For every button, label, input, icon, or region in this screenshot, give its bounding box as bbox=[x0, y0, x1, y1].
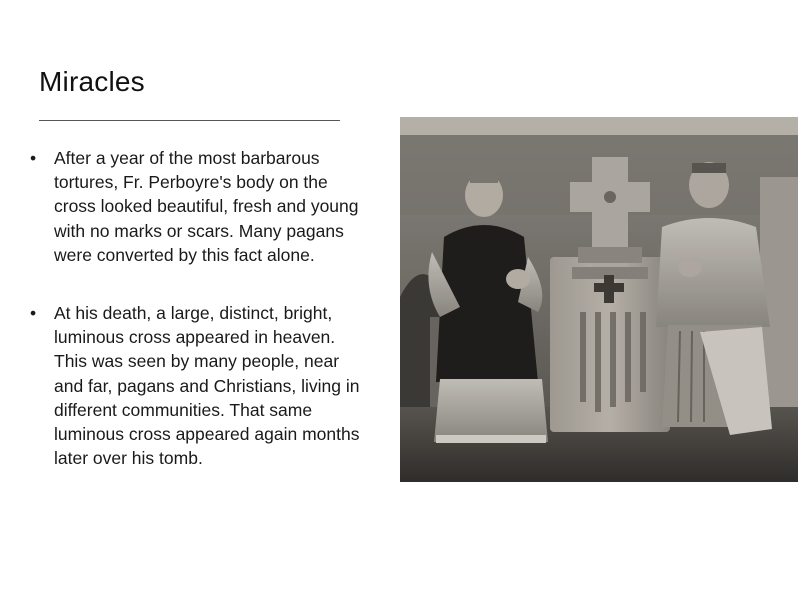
bullet-text: At his death, a large, distinct, bright, luminous cross appeared in heaven. This was seen by many people, near and far, pagans and Christians, living in different communities. That same luminous cross appeared again months later over his tomb. bbox=[54, 303, 360, 469]
title-underline bbox=[39, 120, 340, 121]
bullet-list bbox=[30, 146, 360, 470]
bullet-item bbox=[30, 301, 360, 470]
bullet-marker: • bbox=[30, 148, 37, 168]
bullet-marker: • bbox=[30, 303, 37, 324]
slide-title: Miracles bbox=[39, 66, 145, 97]
bullet-text: After a year of the most barbarous tortures, Fr. Perboyre's body on the cross looked beautiful, fresh and young with no marks or scars. Many pagans were converted by this fact alone. bbox=[54, 148, 359, 265]
bullet-item bbox=[30, 146, 360, 267]
photo-kneeling-men-at-gravestone bbox=[400, 117, 798, 482]
